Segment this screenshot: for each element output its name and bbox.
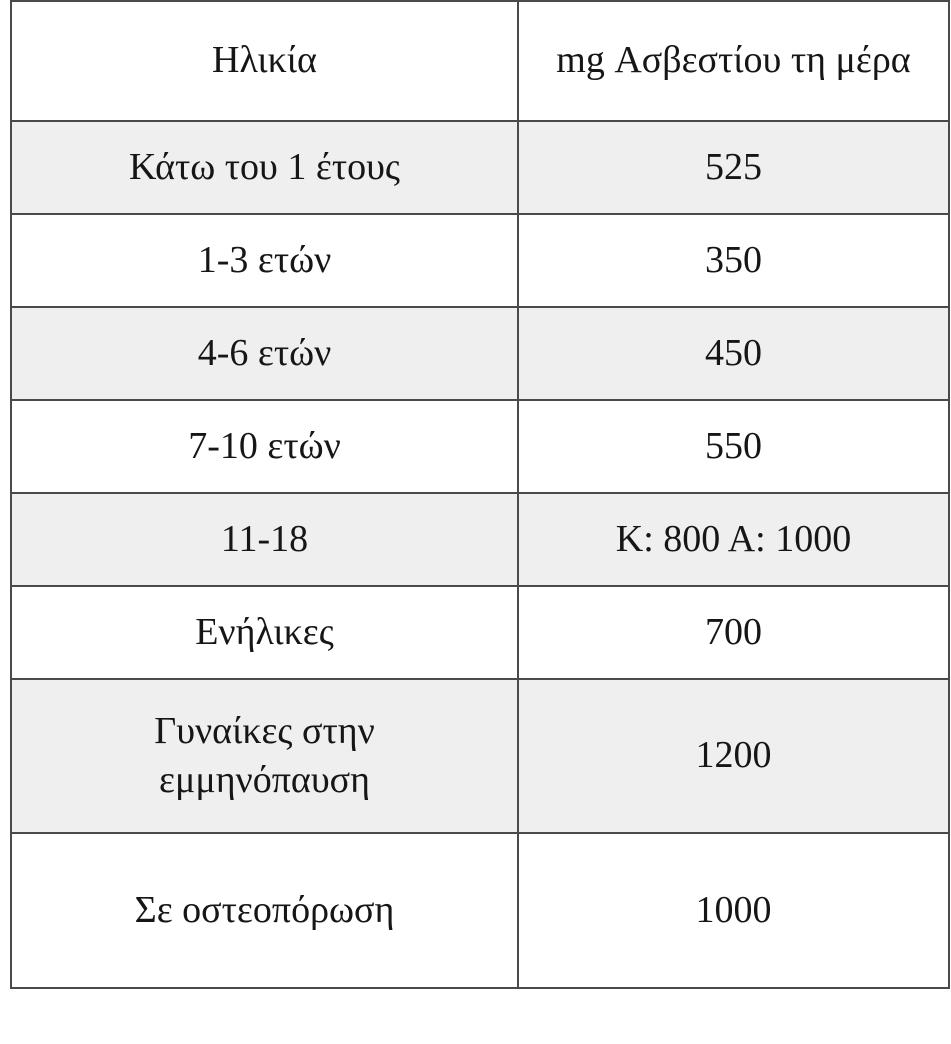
table-row (11, 121, 949, 214)
mg-column-header: mg Ασβεστίου τη μέρα (518, 1, 949, 121)
table-row (11, 679, 949, 833)
age-column-header: Ηλικία (11, 1, 518, 121)
mg-cell: 1200 (518, 679, 949, 833)
mg-cell: 525 (518, 121, 949, 214)
age-cell: 4-6 ετών (11, 307, 518, 400)
age-cell: Ενήλικες (11, 586, 518, 679)
age-cell: Κάτω του 1 έτους (11, 121, 518, 214)
age-cell: 11-18 (11, 493, 518, 586)
age-cell: Γυναίκες στην εμμηνόπαυση (11, 679, 518, 833)
age-cell: 7-10 ετών (11, 400, 518, 493)
table-row (11, 493, 949, 586)
mg-cell: 700 (518, 586, 949, 679)
mg-cell: 350 (518, 214, 949, 307)
header-row (11, 1, 949, 121)
age-cell: 1-3 ετών (11, 214, 518, 307)
mg-cell: Κ: 800 Α: 1000 (518, 493, 949, 586)
table-row (11, 307, 949, 400)
mg-cell: 1000 (518, 833, 949, 988)
mg-cell: 550 (518, 400, 949, 493)
table-row (11, 214, 949, 307)
table-row (11, 400, 949, 493)
table-row (11, 586, 949, 679)
table-row (11, 833, 949, 988)
mg-cell: 450 (518, 307, 949, 400)
age-cell: Σε οστεοπόρωση (11, 833, 518, 988)
calcium-intake-table (10, 0, 950, 989)
